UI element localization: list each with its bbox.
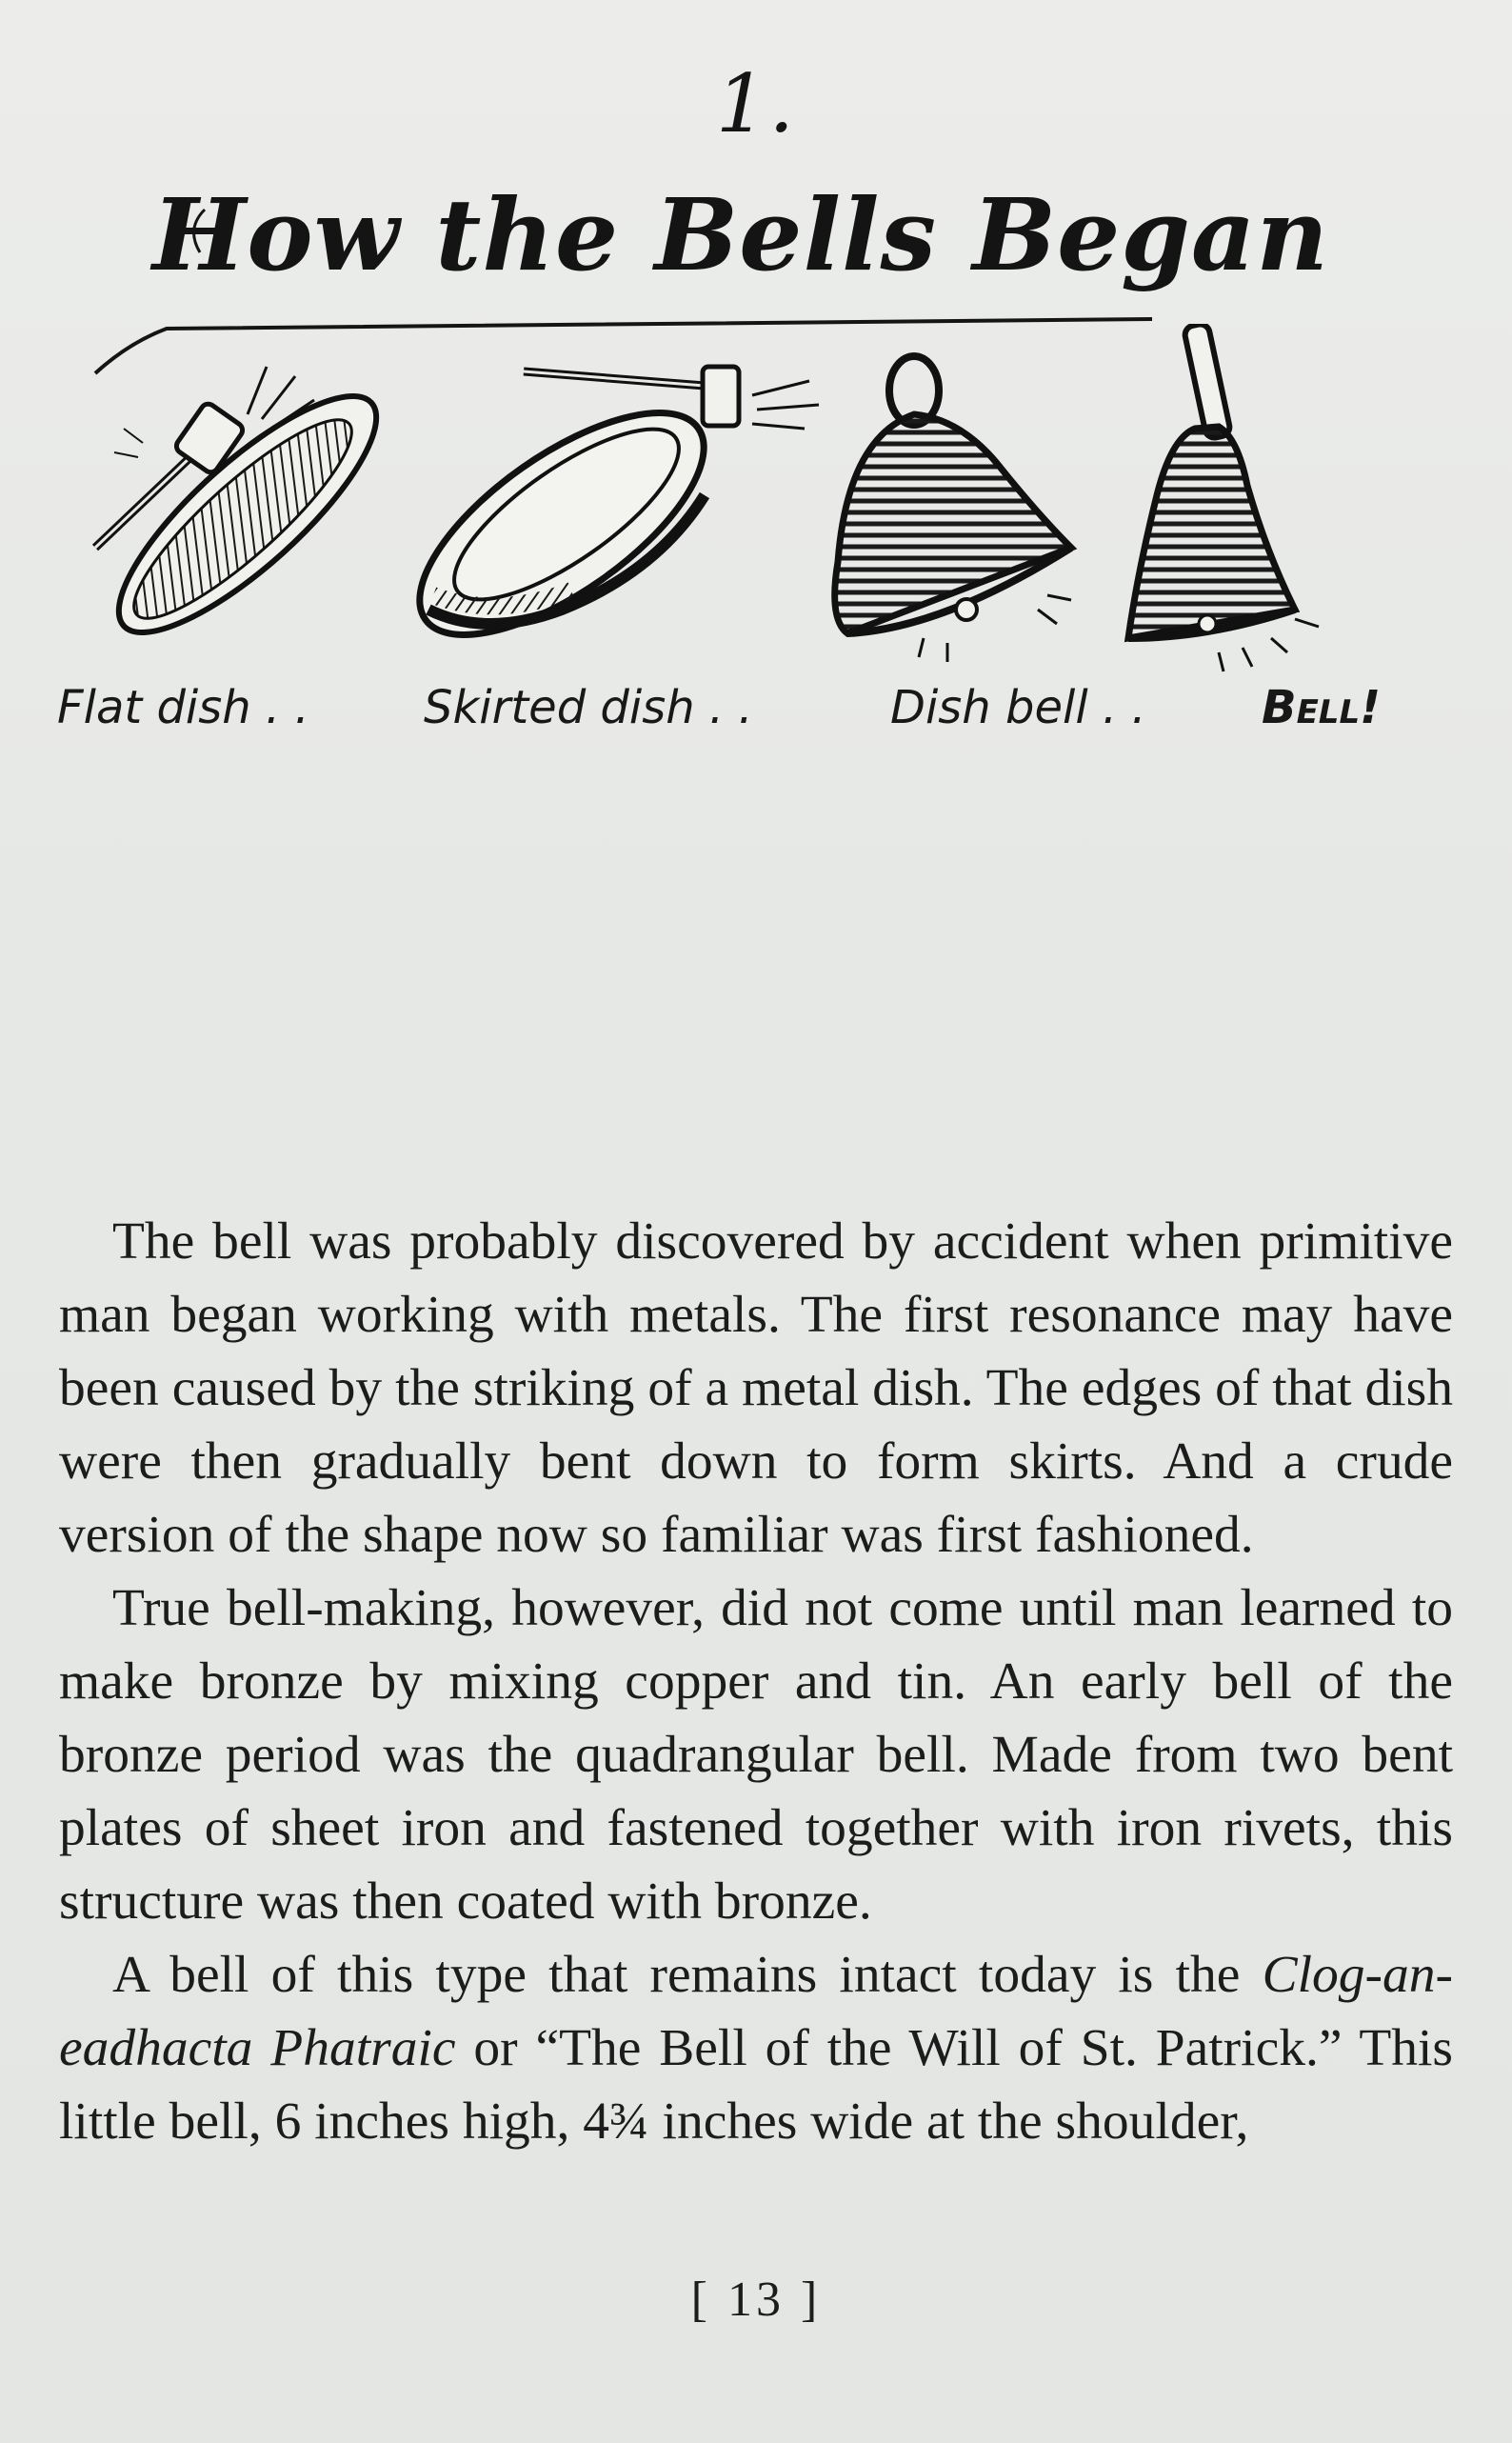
handled-bell-drawing	[1128, 324, 1319, 671]
illustration-captions	[57, 681, 1466, 767]
paragraph-1: The bell was probably discovered by accident when primitive man began working with metals. The first resonance may have been caused by the striking of a metal dish. The edges of that dish were then gradually bent down to form skirts. And a crude version of the shape now so familiar was first fashioned.	[59, 1212, 1453, 1564]
paragraph-3	[59, 1938, 1453, 2158]
paragraph-3-after: or “The Bell of the Will of St. Patrick.” This little bell, 6 inches high, 4¾ inches wide at the shoulder,	[59, 2019, 1453, 2151]
page-number: [ 13 ]	[690, 2273, 822, 2327]
caption-flat-dish: Flat dish . .	[57, 681, 309, 734]
chapter-number: 1.	[715, 57, 797, 150]
bell-name-italic: Clog-an-eadhacta Phatraic	[59, 1946, 1453, 2077]
dish-bell-drawing	[835, 356, 1071, 662]
chapter-title: How the Bells Began	[152, 176, 1330, 293]
paragraph-3-before: A bell of this type that remains intact today is the	[112, 1946, 1263, 2004]
skirted-dish-drawing	[386, 367, 819, 675]
caption-bell: Bell!	[1262, 681, 1382, 734]
caption-skirted-dish: Skirted dish . .	[424, 681, 753, 734]
caption-dish-bell: Dish bell . .	[890, 681, 1146, 734]
paragraph-2: True bell-making, however, did not come until man learned to make bronze by mixing copper and tin. An early bell of the bronze period was the quadrangular bell. Made from two bent plates of sheet iron and fastened together with iron rivets, this structure was then coated with bronze.	[59, 1579, 1453, 1931]
flat-dish-drawing	[89, 364, 407, 665]
bell-evolution-illustration	[86, 324, 1438, 676]
body-text	[59, 1205, 1453, 2158]
